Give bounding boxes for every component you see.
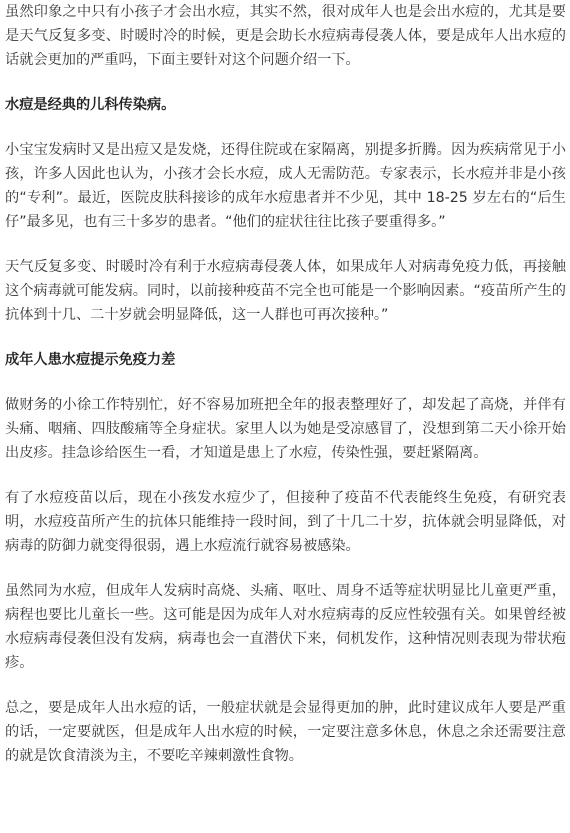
paragraph-case-story: 做财务的小徐工作特别忙，好不容易加班把全年的报表整理好了，却发起了高烧，并伴有头痛、咽痛、四肢酸痛等全身症状。家里人以为她是受凉感冒了，没想到第二天小徐开始出皮疹。挂急诊给医生一看，才知道是患上了水痘，传染性强，要赶紧隔离。 <box>5 397 566 461</box>
paragraph-vaccine-antibody: 有了水痘疫苗以后，现在小孩发水痘少了，但接种了疫苗不代表能终生免疫，有研究表明，水痘疫苗所产生的抗体只能维持一段时间，到了十几二十岁，抗体就会明显降低，对病毒的防御力就变得很弱，遇上水痘流行就容易被感染。 <box>5 490 566 554</box>
paragraph-weather-immunity: 天气反复多变、时暖时冷有利于水痘病毒侵袭人体，如果成年人对病毒免疫力低，再接触这个病毒就可能发病。同时，以前接种疫苗不完全也可能是一个影响因素。“疫苗所产生的抗体到十几、二十岁就会明显降低，这一人群也可再次接种。” <box>5 259 566 323</box>
paragraph-conclusion: 总之，要是成年人出水痘的话，一般症状就是会显得更加的肿，此时建议成年人要是严重的话，一定要就医，但是成年人出水痘的时候，一定要注意多休息，休息之余还需要注意的就是饮食清淡为主，不要吃辛辣刺激性食物。 <box>5 700 566 764</box>
paragraph-children-symptoms: 小宝宝发病时又是出痘又是发烧，还得住院或在家隔离，别提多折腾。因为疾病常见于小孩，许多人因此也认为，小孩才会长水痘，成人无需防范。专家表示，长水痘并非是小孩的“专利”。最近，医院皮肤科接诊的成年水痘患者并不少见，其中 18-25 岁左右的“后生仔”最多见，也有三十多岁的患者。“他们的症状往往比孩子要重得多。” <box>5 142 566 230</box>
intro-paragraph: 虽然印象之中只有小孩子才会出水痘，其实不然，很对成年人也是会出水痘的，尤其是要是天气反复多变、时暖时冷的时候，更是会助长水痘病毒侵袭人体，要是成年人出水痘的话就会更加的严重吗，下面主要针对这个问题介绍一下。 <box>5 4 566 68</box>
section-heading-adult-immunity: 成年人患水痘提示免疫力差 <box>5 352 176 368</box>
section-heading-classic-disease: 水痘是经典的儿科传染病。 <box>5 97 176 113</box>
paragraph-adult-severity: 虽然同为水痘，但成年人发病时高烧、头痛、呕吐、周身不适等症状明显比儿童更严重，病程也要比儿童长一些。这可能是因为成年人对水痘病毒的反应性较强有关。如果曾经被水痘病毒侵袭但没有发病，病毒也会一直潜伏下来，伺机发作，这种情况则表现为带状疱疹。 <box>5 583 566 671</box>
